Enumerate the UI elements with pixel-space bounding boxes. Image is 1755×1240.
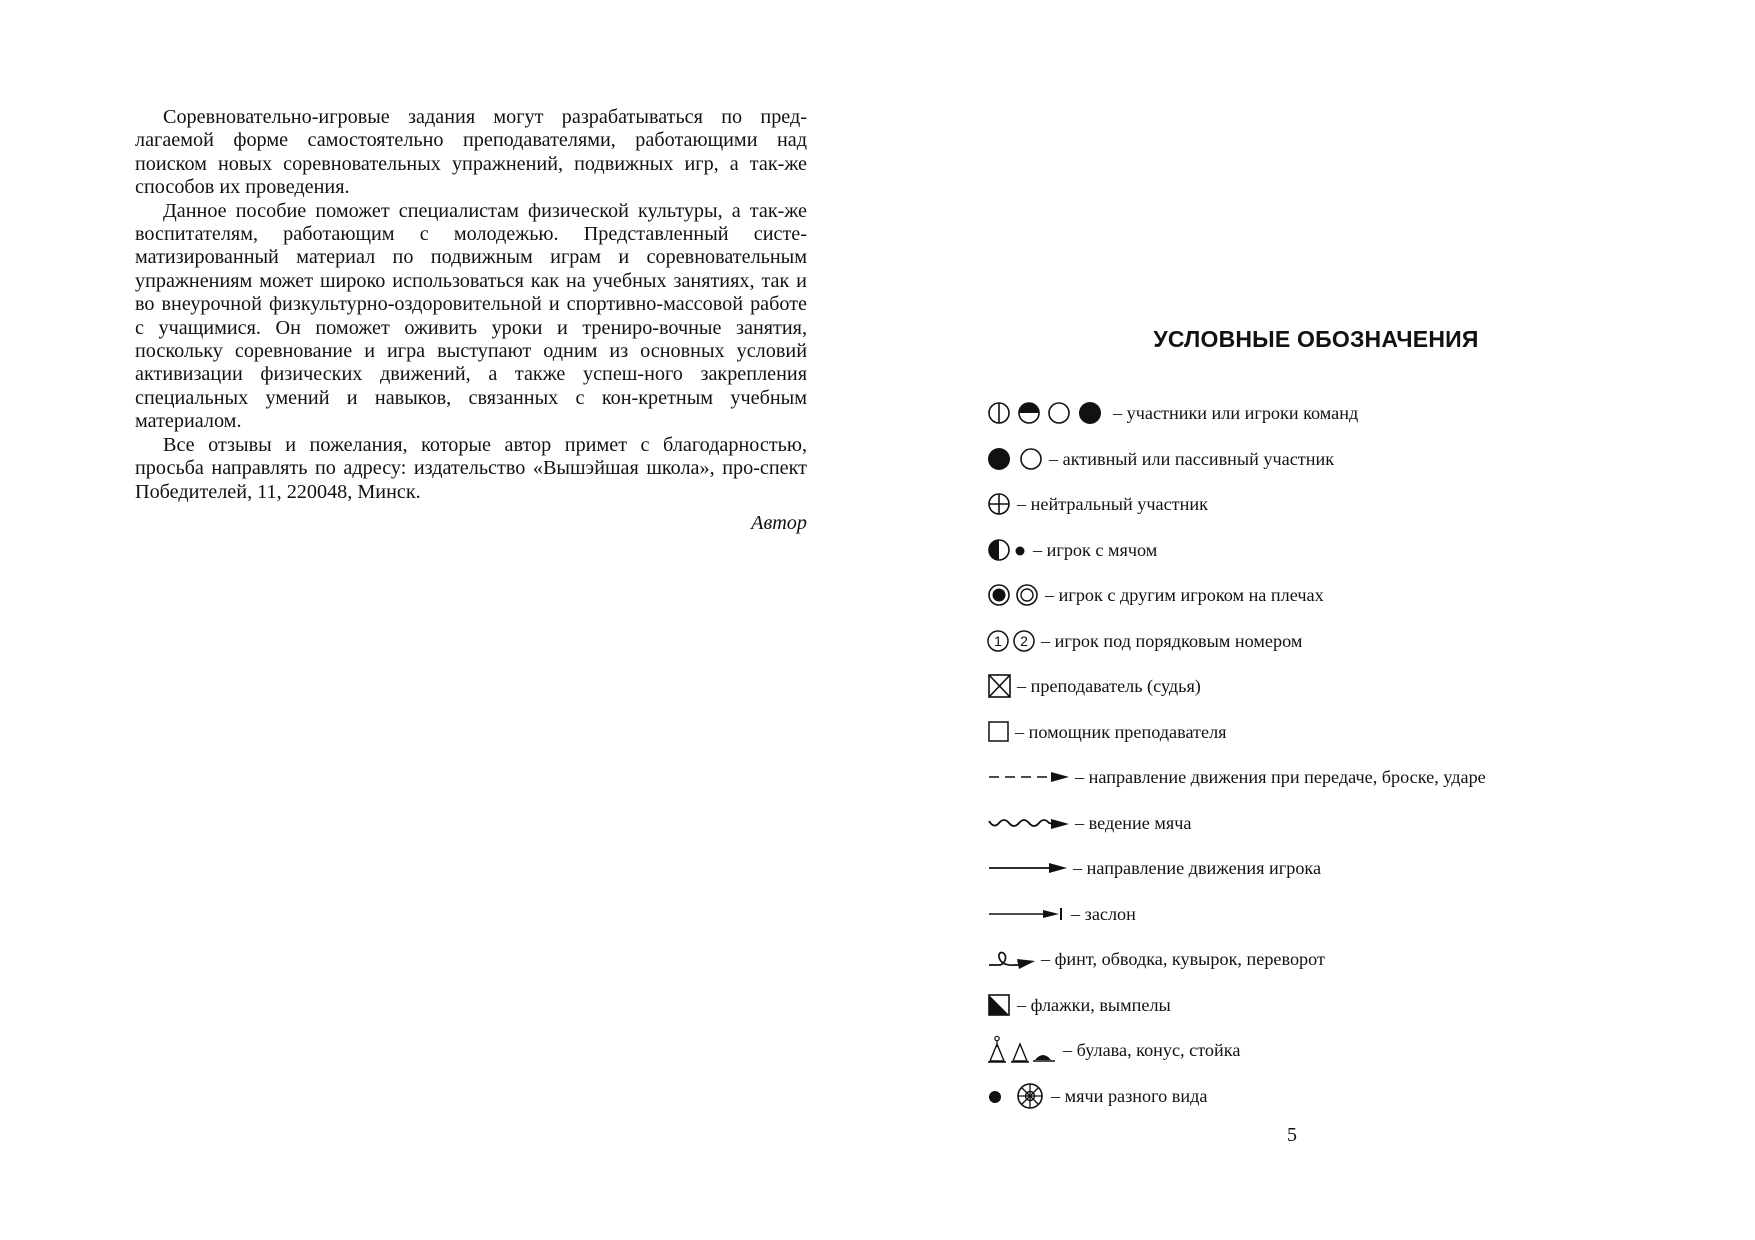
numbered-player-icon bbox=[987, 628, 1037, 654]
legend-item bbox=[987, 444, 1334, 474]
player-movement-arrow-icon bbox=[987, 855, 1069, 881]
legend-label: – игрок с мячом bbox=[1033, 539, 1158, 560]
legend-item bbox=[987, 853, 1321, 883]
legend-label: – направление движения игрока bbox=[1073, 857, 1322, 878]
paragraph-1: Соревновательно-игровые задания могут разрабатываться по пред-лагаемой форме самостоятельно преподавателями, работающими над поиском новых соревновательных упражнений, подвижных игр, а так-же способов их проведения. bbox=[135, 106, 807, 199]
legend-label: – финт, обводка, кувырок, переворот bbox=[1041, 948, 1325, 969]
page-number: 5 bbox=[1287, 1124, 1297, 1146]
legend-item bbox=[987, 717, 1227, 747]
legend-label: – игрок под порядковым номером bbox=[1041, 630, 1303, 651]
right-page bbox=[877, 0, 1755, 1240]
legend-item bbox=[987, 1035, 1240, 1065]
legend-label: – мячи разного вида bbox=[1051, 1085, 1208, 1106]
teacher-assistant-icon bbox=[987, 719, 1011, 745]
balls-icon bbox=[987, 1082, 1047, 1110]
legend-item bbox=[987, 944, 1325, 974]
legend-item bbox=[987, 762, 1486, 792]
player-on-shoulders-icon bbox=[987, 582, 1041, 608]
screen-arrow-icon bbox=[987, 901, 1067, 927]
legend-item bbox=[987, 808, 1191, 838]
team-players-icon bbox=[987, 400, 1109, 426]
legend-item bbox=[987, 671, 1201, 701]
flag-icon bbox=[987, 992, 1013, 1018]
legend-item bbox=[987, 990, 1171, 1020]
legend-item bbox=[987, 580, 1324, 610]
legend-label: – игрок с другим игроком на плечах bbox=[1045, 584, 1324, 605]
teacher-judge-icon bbox=[987, 672, 1013, 700]
legend-label: – булава, конус, стойка bbox=[1063, 1039, 1241, 1060]
legend-item bbox=[987, 535, 1157, 565]
paragraph-3: Все отзывы и пожелания, которые автор примет с благодарностью, просьба направлять по адресу: издательство «Вышэйшая школа», про-спект Победителей, 11, 220048, Минск. bbox=[135, 433, 807, 503]
legend-label: – помощник преподавателя bbox=[1015, 721, 1227, 742]
legend-label: – направление движения при передаче, броске, ударе bbox=[1075, 766, 1486, 787]
legend-item bbox=[987, 626, 1302, 656]
legend-label: – активный или пассивный участник bbox=[1049, 448, 1335, 469]
legend-label: – участники или игроки команд bbox=[1113, 402, 1359, 423]
legend-label: – преподаватель (судья) bbox=[1017, 675, 1201, 696]
feint-loop-arrow-icon bbox=[987, 946, 1037, 972]
active-passive-participant-icon bbox=[987, 446, 1045, 472]
legend-item bbox=[987, 899, 1136, 929]
number-label: 2 bbox=[1020, 633, 1028, 649]
paragraph-2: Данное пособие поможет специалистам физической культуры, а так-же воспитателям, работающим с молодежью. Представленный систе-матизированный материал по подвижным играм и соревновательным упражнениям может широко использоваться как на учебных занятиях, так и во внеурочной физкультурно-оздоровительной и спортивно-массовой работе с учащимися. Он поможет оживить уроки и трениро-вочные занятия, поскольку соревнование и игра выступают одним из основных условий активизации физических движений, а также успеш-ного закрепления специальных умений и навыков, связанных с кон-кретным учебным материалом. bbox=[135, 199, 807, 433]
legend-item bbox=[987, 398, 1358, 428]
legend-title: УСЛОВНЫЕ ОБОЗНАЧЕНИЯ bbox=[1153, 326, 1479, 352]
legend-label: – нейтральный участник bbox=[1017, 493, 1208, 514]
legend-label: – ведение мяча bbox=[1075, 812, 1192, 833]
neutral-participant-icon bbox=[987, 491, 1013, 517]
club-cone-stand-icon bbox=[987, 1035, 1059, 1065]
legend-label: – заслон bbox=[1071, 903, 1136, 924]
player-with-ball-icon bbox=[987, 537, 1029, 563]
dribbling-wavy-arrow-icon bbox=[987, 810, 1071, 836]
number-label: 1 bbox=[994, 633, 1002, 649]
pass-direction-arrow-icon bbox=[987, 764, 1071, 790]
legend-label: – флажки, вымпелы bbox=[1017, 994, 1171, 1015]
legend-item bbox=[987, 489, 1208, 519]
legend-item bbox=[987, 1081, 1207, 1111]
foreword-text bbox=[135, 106, 807, 504]
left-page bbox=[0, 0, 877, 1240]
author-signature: Автор bbox=[751, 512, 807, 534]
